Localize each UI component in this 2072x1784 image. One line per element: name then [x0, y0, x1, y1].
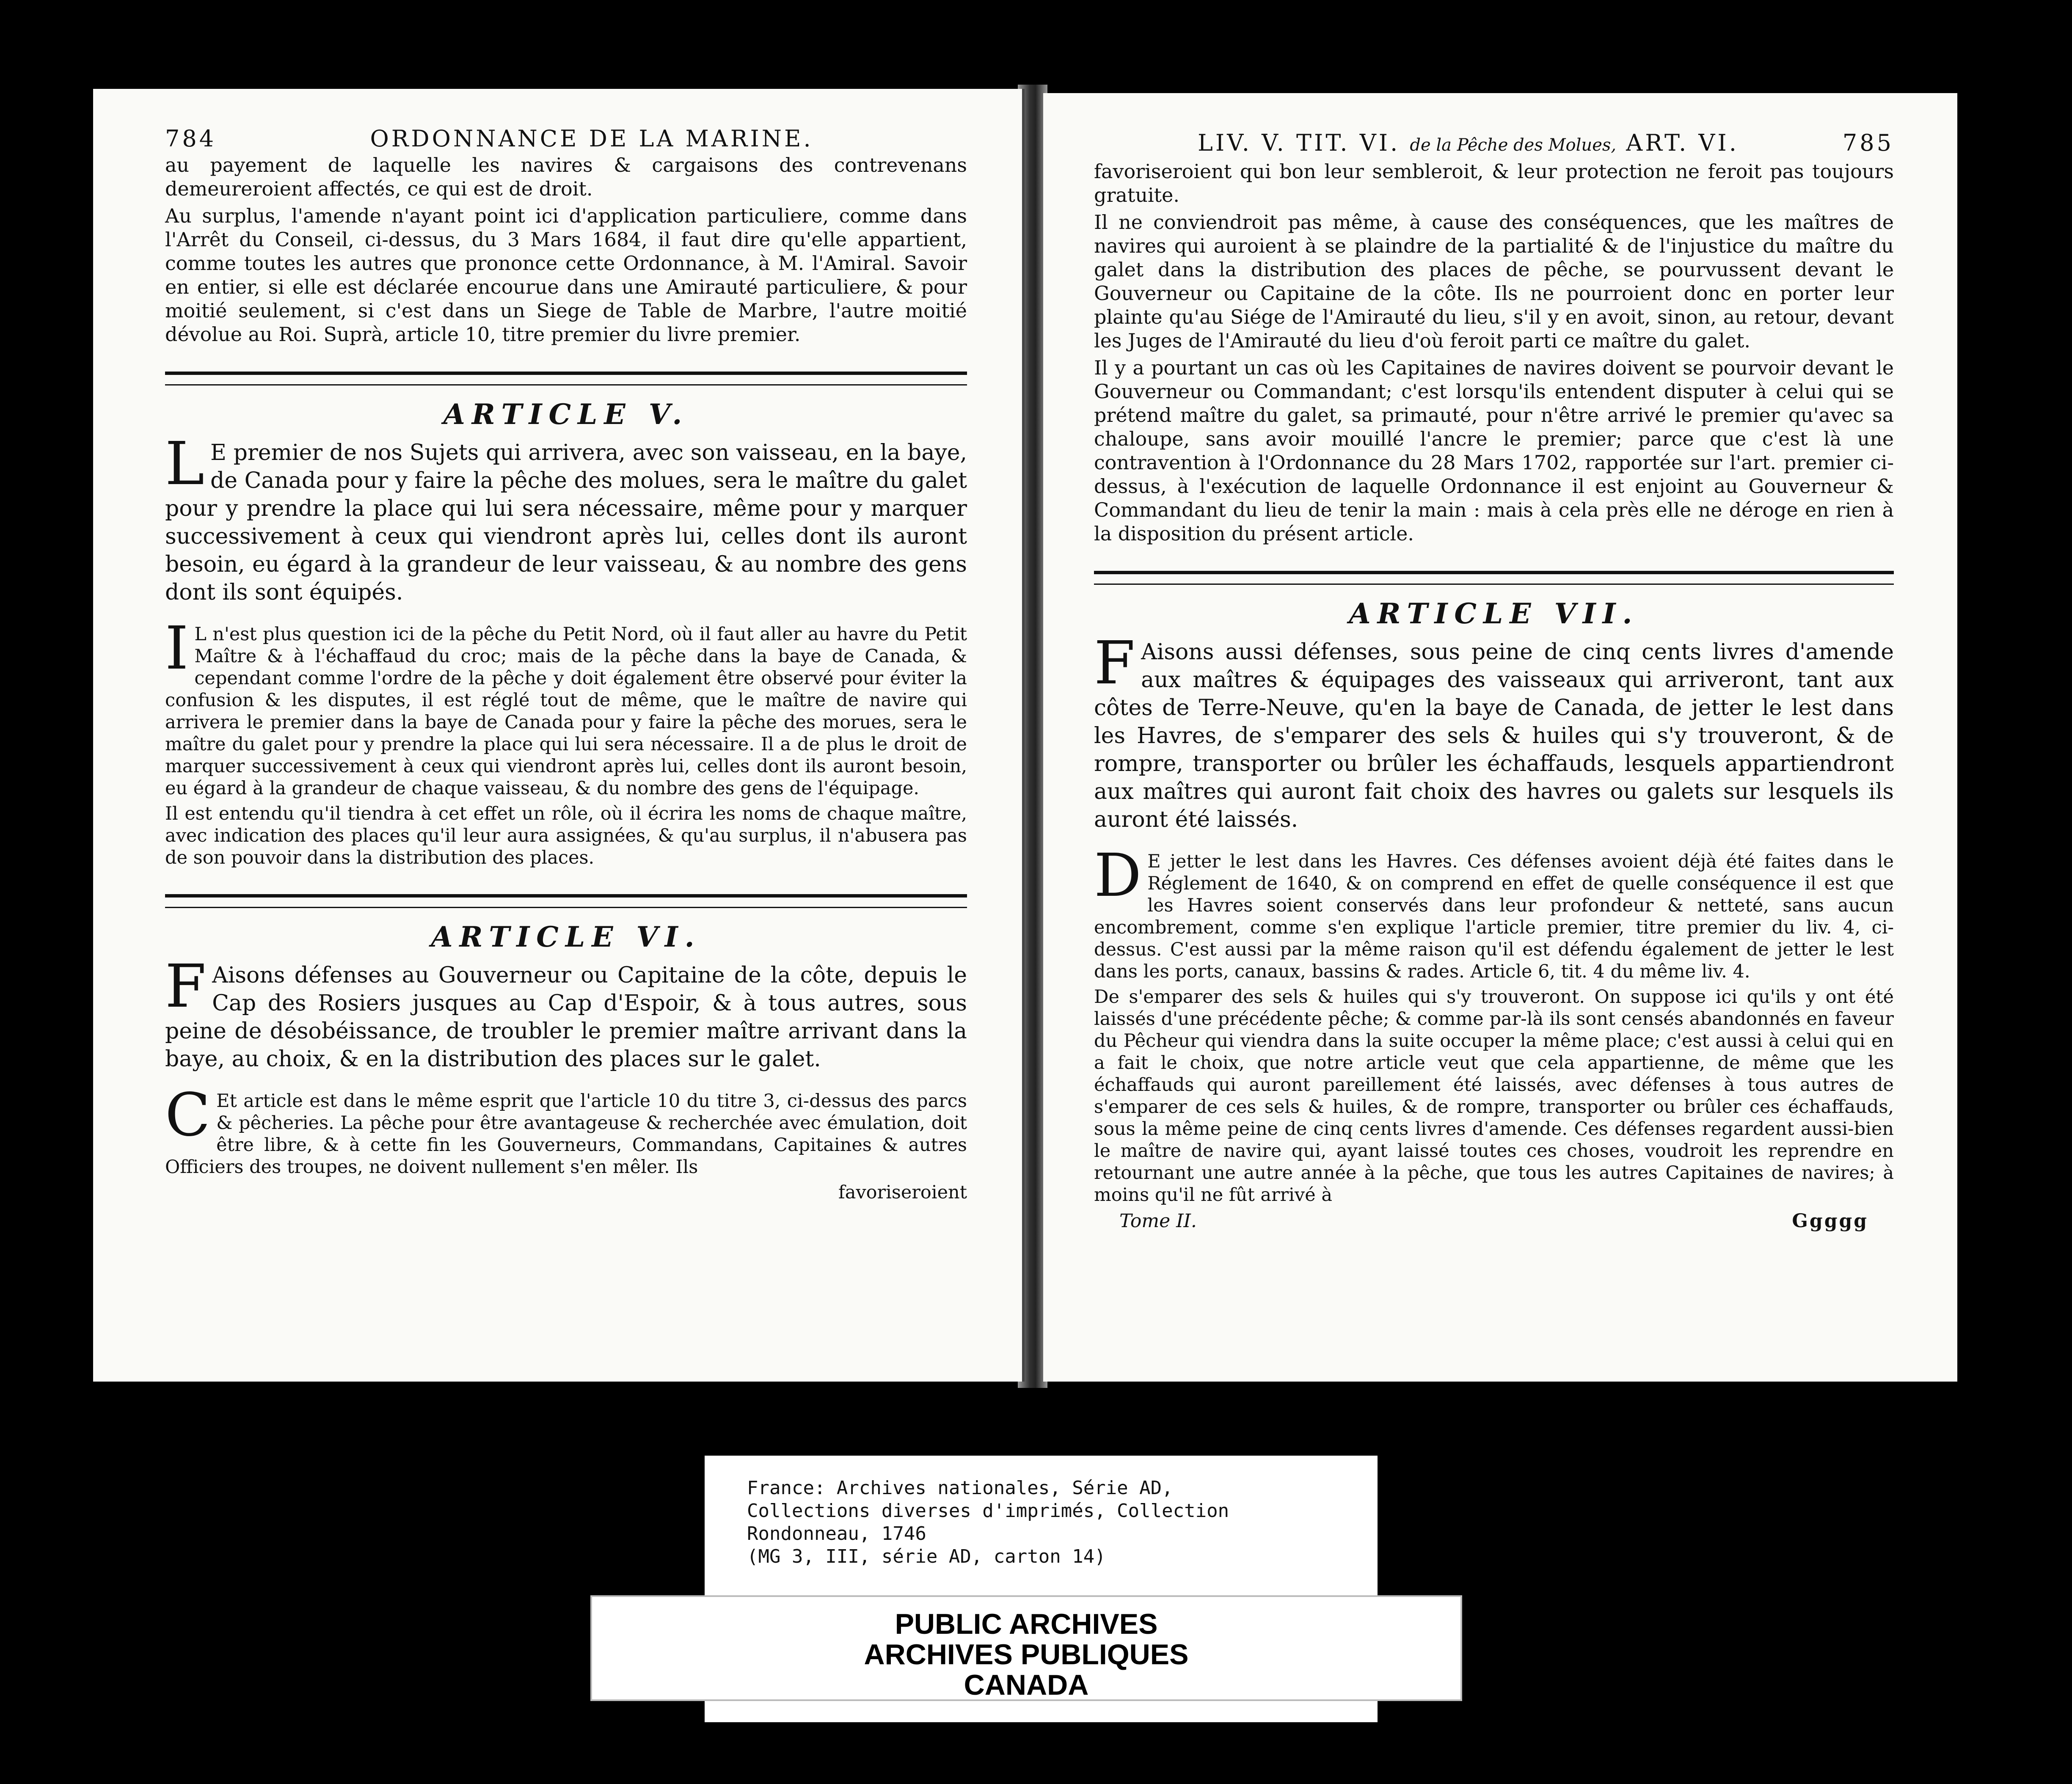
article-vii-heading: ARTICLE VII. — [1349, 597, 1639, 630]
article-vii-commentary-2: De s'emparer des sels & huiles qui s'y trouveront. On suppose ici qu'ils y ont été laissés d'une précédente pêche; & comme par-là ils sont censés abandonnés en faveur du Pêcheur qui viendra dans la suite occuper la même place; c'est aussi à celui qui en a fait le choix, que notre article veut que cela appartienne, de même que les échaffauds qui auront pareillement été laissés, avec défenses à tous autres de s'emparer de ces sels & huiles, & de rompre, transporter ou brûler ces échaffauds, sous la même peine de cinq cents livres d'amende. Ces défenses regardent aussi-bien le maître de navire qui, ayant laissé toutes ces choses, voudroit les reprendre en retournant une autre année à la pêche, que tous les autres Capitaines de navires; à moins qu'il ne fût arrivé à — [1094, 986, 1894, 1206]
catchword: favoriseroient — [838, 1182, 967, 1203]
article-v-commentary-1: IL n'est plus question ici de la pêche du Petit Nord, où il faut aller au havre du Petit Maître & à l'échaffaud du croc; mais de la pêche dans la baye de Canada, & cependant comme l'ordre de la pêche y doit également être observé pour éviter la confusion & les disputes, il est réglé tout de même, que le maître de navire qui arrivera le premier dans la baye de Canada pour y faire la pêche des morues, sera le maître du galet pour y prendre la place qui lui sera nécessaire. Il a de plus le droit de marquer successivement à ceux qui viendront après lui, celles dont ils auront besoin, eu égard à la grandeur de chaque vaisseau, & du nombre des gens de l'équipage. — [165, 614, 967, 799]
article-v-text: LE premier de nos Sujets qui arrivera, avec son vaisseau, en la baye, de Canada pour y faire la pêche des molues, sera le maître du galet pour y prendre la place qui lui sera nécessaire, même pour y marquer successivement à ceux qui viendront après lui, celles dont ils auront besoin, eu égard à la grandeur de leur vaisseau, & au nombre des gens dont ils sont équipés. — [165, 429, 967, 605]
right-page-number: 785 — [1842, 129, 1894, 156]
article-vii-commentary-1: DE jetter le lest dans les Havres. Ces défenses avoient déjà été faites dans le Réglement de 1640, & on comprend en effet de quelle conséquence il est que les Havres soient conservés dans leur profondeur & netteté, sans aucun encombrement, comme s'en explique l'article premier, titre premier du liv. 4, ci-dessus. C'est aussi par la même raison qu'il est défendu également de jetter le lest dans les ports, canaux, bassins & rades. Article 6, tit. 4 du même liv. 4. — [1094, 841, 1894, 982]
left-page-content — [165, 127, 967, 1207]
right-paragraph-2: Il ne conviendroit pas même, à cause des conséquences, que les maîtres de navires qui auroient à se plaindre de la partialité & de l'injustice du maître du galet dans la distribution des places de pêche, se pourvussent devant le Gouverneur ou Capitaine de la côte. Ils ne pourroient donc en porter leur plainte qu'au Siége de l'Amirauté du lieu, s'il y en avoit, sinon, au retour, devant les Juges de l'Amirauté du lieu d'où feroit parti ce maître du galet. — [1094, 211, 1894, 352]
right-page — [1043, 93, 1957, 1382]
article-vii-text: FAisons aussi défenses, sous peine de cinq cents livres d'amende aux maîtres & équipages des vaisseaux qui arriveront, tant aux côtes de Terre-Neuve, qu'en la baye de Canada, de jetter le lest dans les Havres, de s'emparer des sels & huiles qui s'y trouveront, & de rompre, transporter ou brûler les échaffauds, lesquels appartiendront aux maîtres qui auront fait choix des havres ou galets sur lesquels ils auront été laissés. — [1094, 629, 1894, 832]
left-paragraph-2: Au surplus, l'amende n'ayant point ici d'application particuliere, comme dans l'Arrêt du Conseil, ci-dessus, du 3 Mars 1684, il faut dire qu'elle appartient, comme toutes les autres que prononce cette Ordonnance, à M. l'Amiral. Savoir en entier, si elle est déclarée encourue dans une Amirauté particuliere, & pour moitié seulement, si c'est dans un Siege de Table de Marbre, l'autre moitié dévolue au Roi. Suprà, article 10, titre premier du livre premier. — [165, 204, 967, 346]
volume-marker: Tome II. — [1119, 1210, 1197, 1232]
right-running-title-art: ART. VI. — [1626, 129, 1739, 156]
archive-line-1: France: Archives nationales, Série AD, — [747, 1477, 1173, 1499]
right-page-footer — [1094, 1209, 1894, 1233]
article-vi-text: FAisons défenses au Gouverneur ou Capitaine de la côte, depuis le Cap des Rosiers jusques au Cap d'Espoir, & à tous autres, sous peine de désobéissance, de troubler le premier maître arrivant dans la baye, au choix, & en la distribution des places sur le galet. — [165, 952, 967, 1072]
right-paragraph-1: favoriseroient qui bon leur sembleroit, & leur protection ne feroit pas toujours gratuite. — [1094, 160, 1894, 206]
archive-reference-text — [747, 1477, 1229, 1568]
article-v-commentary-2: Il est entendu qu'il tiendra à cet effet un rôle, où il écrira les noms de chaque maître, avec indication des places qu'il leur aura assignées, & qu'au surplus, il n'abusera pas de son pouvoir dans la distribution des places. — [165, 803, 967, 868]
archives-stamp — [590, 1595, 1462, 1701]
article-vi-heading: ARTICLE VI. — [431, 920, 701, 953]
section-rule — [165, 372, 967, 385]
stamp-line-2: ARCHIVES PUBLIQUES — [864, 1638, 1189, 1671]
left-running-head — [165, 127, 967, 151]
right-running-head — [1094, 131, 1894, 157]
right-running-title-italic: de la Pêche des Molues, — [1410, 135, 1617, 155]
right-running-title-main: LIV. V. TIT. VI. — [1198, 129, 1400, 156]
article-vi-commentary — [165, 1081, 967, 1203]
left-page — [93, 89, 1025, 1382]
left-running-title: ORDONNANCE DE LA MARINE. — [370, 125, 813, 152]
stamp-line-1: PUBLIC ARCHIVES — [895, 1608, 1158, 1640]
stamp-line-3: CANADA — [964, 1669, 1089, 1701]
right-page-content — [1094, 131, 1894, 1233]
article-vii-commentary — [1094, 841, 1894, 1206]
archive-line-4: (MG 3, III, série AD, carton 14) — [747, 1546, 1106, 1567]
article-v-commentary — [165, 614, 967, 869]
section-rule — [1094, 571, 1894, 585]
archive-line-2: Collections diverses d'imprimés, Collection — [747, 1500, 1229, 1522]
article-vi-commentary-1: CEt article est dans le même esprit que l'article 10 du titre 3, ci-dessus des parcs & pêcheries. La pêche pour être avantageuse & recherchée avec émulation, doit être libre, & à cette fin les Gouverneurs, Commandans, Capitaines & autres Officiers des troupes, ne doivent nullement s'en mêler. Ils — [165, 1081, 967, 1178]
left-page-number: 784 — [165, 125, 217, 152]
article-v-heading: ARTICLE V. — [443, 398, 689, 431]
left-paragraph-1: au payement de laquelle les navires & cargaisons des contrevenans demeureroient affectés, ce qui est de droit. — [165, 154, 967, 200]
section-rule — [165, 894, 967, 908]
right-paragraph-3: Il y a pourtant un cas où les Capitaines de navires doivent se pourvoir devant le Gouverneur ou Commandant; c'est lorsqu'ils entendent disputer à celui qui se prétend maître du galet, sa primauté, pour n'être arrivé le premier qu'avec sa chaloupe, sans avoir mouillé l'ancre le premier; parce que c'est là une contravention à l'Ordonnance du 28 Mars 1702, rapportée sur l'art. premier ci-dessus, à l'exécution de laquelle Ordonnance il est enjoint au Gouverneur & Commandant du lieu de tenir la main : mais à cela près elle ne déroge en rien à la disposition du présent article. — [1094, 356, 1894, 545]
signature-mark: Ggggg — [1792, 1210, 1868, 1232]
right-running-title — [1094, 131, 1843, 157]
archive-line-3: Rondonneau, 1746 — [747, 1523, 926, 1544]
